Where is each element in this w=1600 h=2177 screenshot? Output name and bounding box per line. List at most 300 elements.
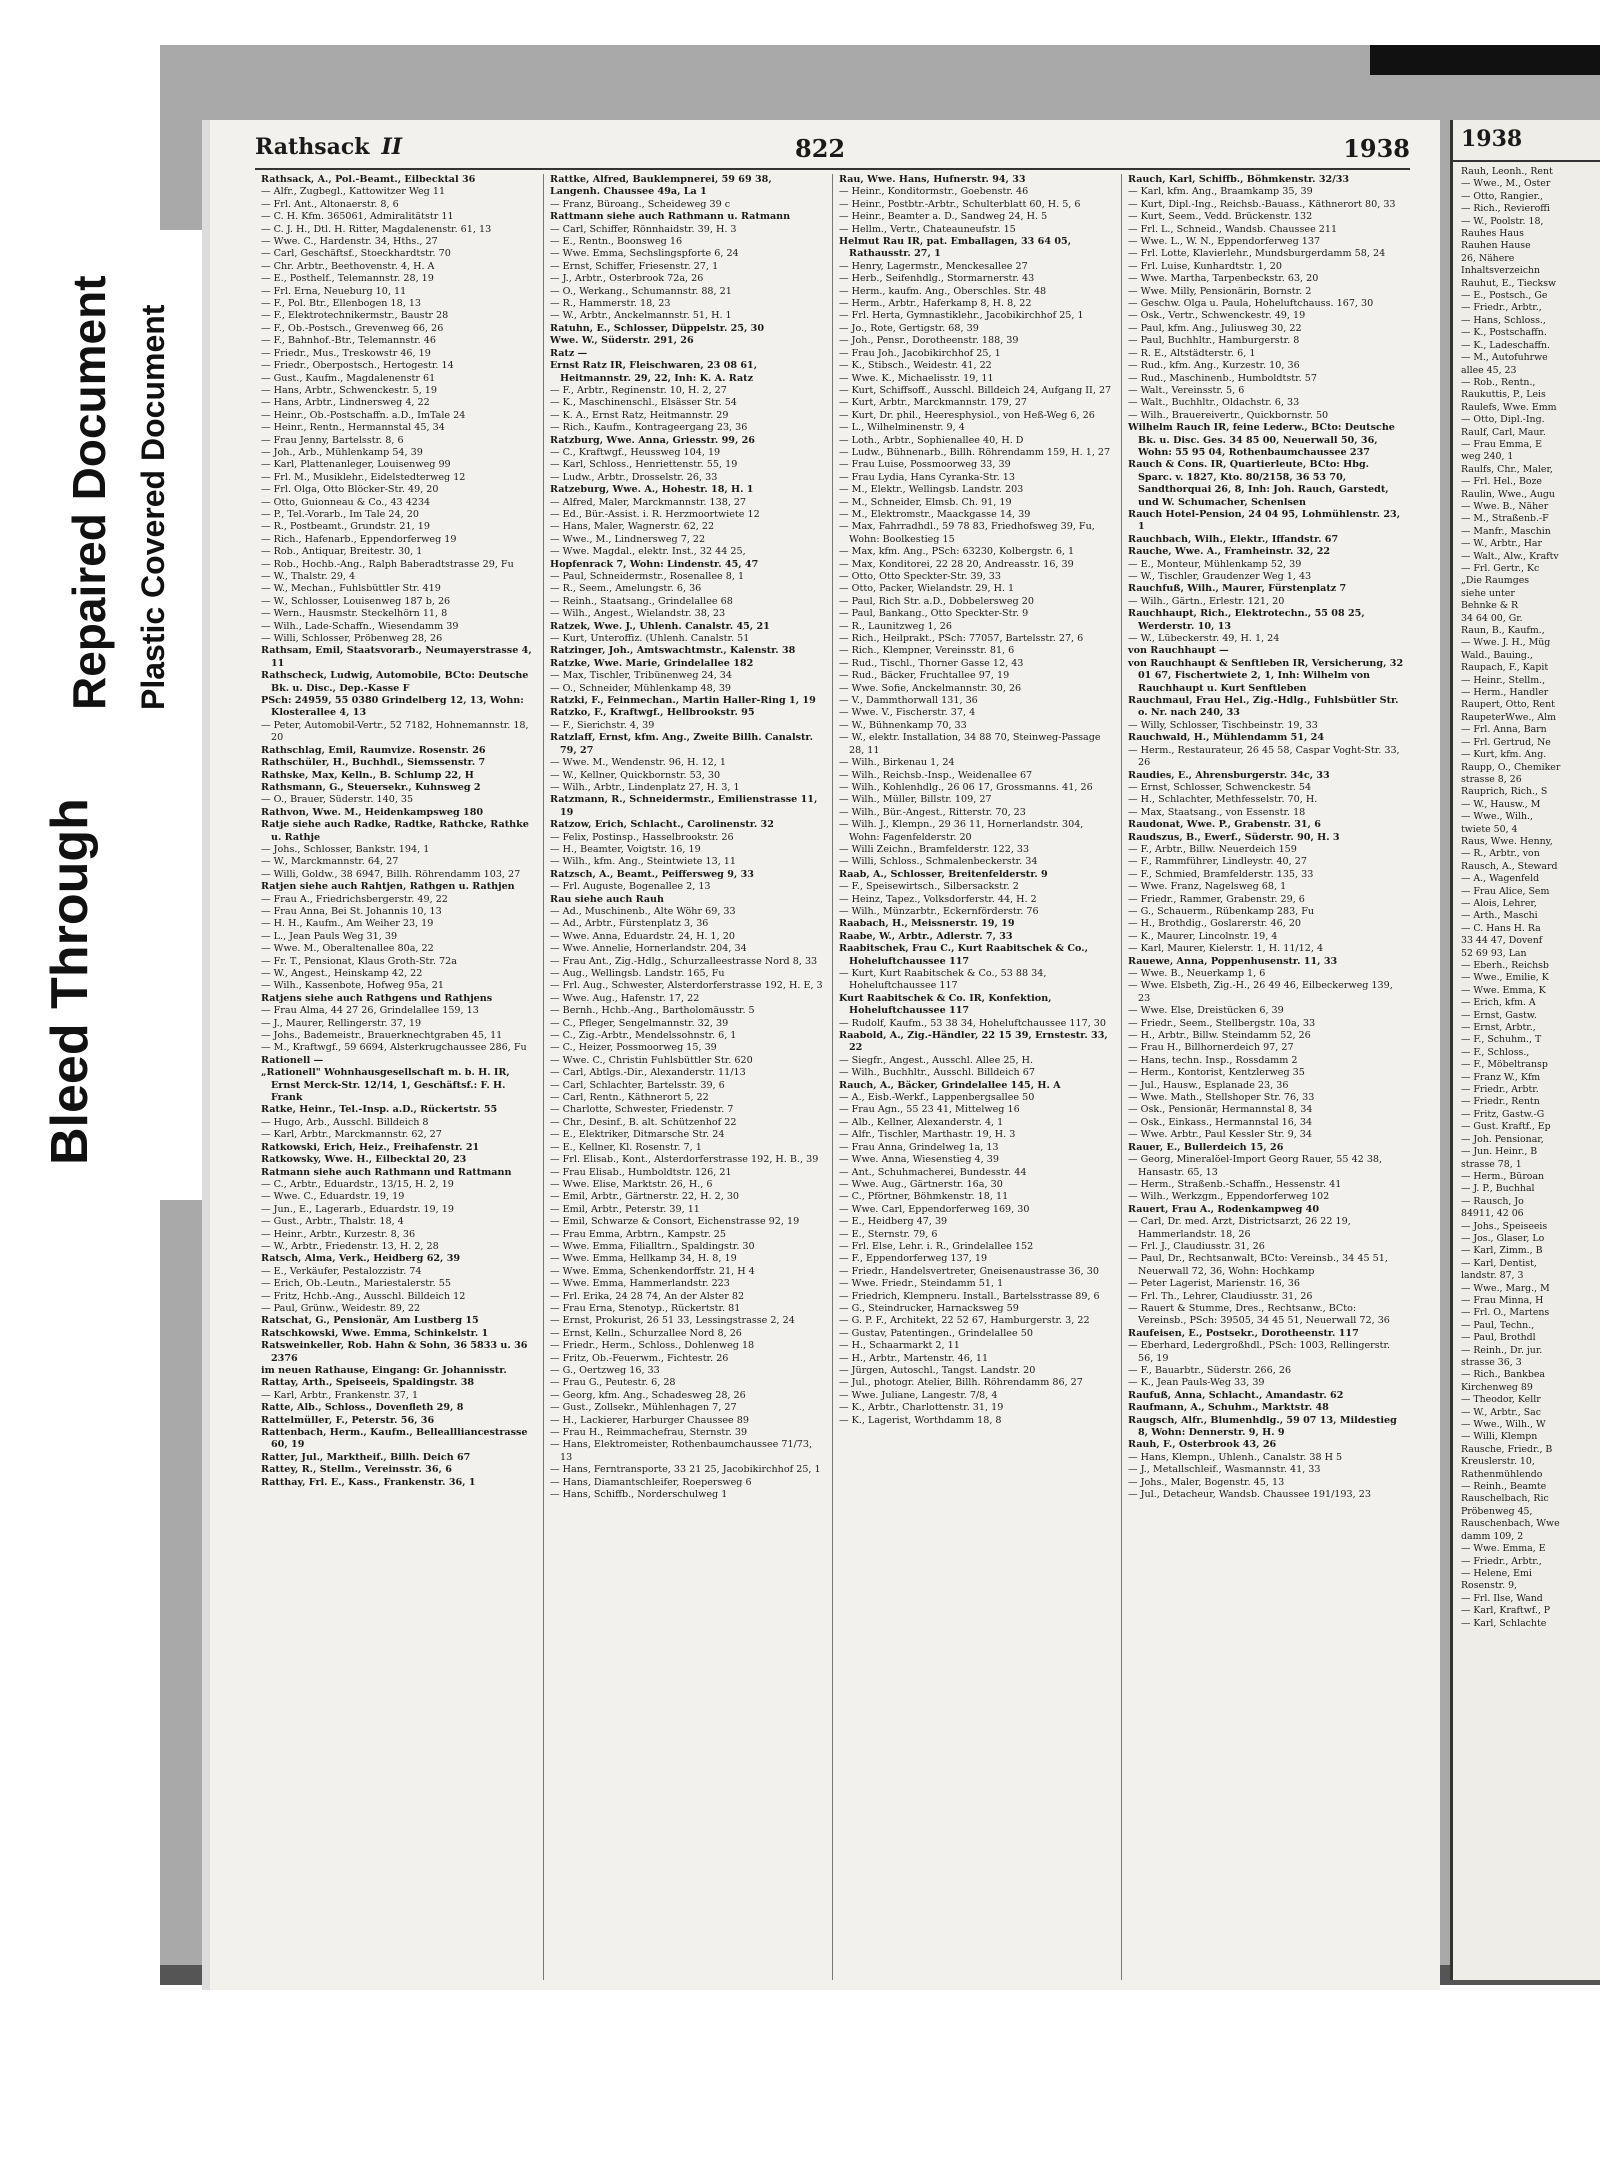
directory-entry: — Ludw., Arbtr., Drosselstr. 26, 33 <box>550 471 718 483</box>
directory-entry: — Hans, Klempn., Uhlenh., Canalstr. 38 H 5 <box>1128 1451 1343 1463</box>
directory-entry: — Wwe. L., W. N., Eppendorferweg 137 <box>1128 236 1321 248</box>
directory-entry: Rattelmüller, F., Peterstr. 56, 36 <box>261 1414 435 1426</box>
directory-entry: — Friedr., Herm., Schloss., Dohlenweg 18 <box>550 1340 755 1352</box>
directory-entry: — Otto, Otto Speckter-Str. 39, 33 <box>839 571 1002 582</box>
adjacent-page-line: — Alois, Lehrer, <box>1461 897 1537 909</box>
directory-entry: — Kurt, Dr. phil., Heeresphysiol., von Heß-Weg 6, 26 <box>839 409 1095 421</box>
adjacent-page-line: Rauh, Leonh., Rent <box>1461 166 1553 177</box>
directory-entry: — Hans, Diamantschleifer, Roepersweg 6 <box>550 1476 752 1488</box>
directory-entry: — Wilh., Müller, Billstr. 109, 27 <box>839 794 992 806</box>
adjacent-page-line: Raulf, Carl, Maur. <box>1461 426 1546 438</box>
adjacent-page-line: — Wwe. Emma, K <box>1461 984 1546 996</box>
directory-entry: Rauchhaupt, Rich., Elektrotechn., 55 08 25, Werderstr. 10, 13 <box>1128 608 1365 632</box>
directory-entry: Wwe. W., Süderstr. 291, 26 <box>550 335 694 347</box>
adjacent-page-line: — Herm., Büroan <box>1461 1170 1545 1182</box>
directory-entry: — Wwe. Juliane, Langestr. 7/8, 4 <box>839 1389 998 1401</box>
directory-entry: — Henry, Lagermstr., Menckesallee 27 <box>839 260 1028 272</box>
directory-entry: — Fritz, Hchb.-Ang., Ausschl. Billdeich 12 <box>261 1290 466 1302</box>
adjacent-page-line: — Friedr., Arbtr., <box>1461 1555 1542 1567</box>
directory-entry: — Frl. Lotte, Klavierlehr., Mundsburgerdamm 58, 24 <box>1128 248 1386 260</box>
adjacent-page-line: Raupp, O., Chemiker <box>1461 761 1561 773</box>
directory-entry: — Frl. Else, Lehr. i. R., Grindelallee 152 <box>839 1240 1034 1252</box>
directory-entry: — Wilh., Arbtr., Lindenplatz 27, H. 3, 1 <box>550 781 740 793</box>
directory-entry: — Frl. L., Schneid., Wandsb. Chaussee 211 <box>1128 223 1338 235</box>
directory-entry: — Ad., Muschinenb., Alte Wöhr 69, 33 <box>550 905 736 917</box>
directory-entry: — Max, kfm. Ang., PSch: 63230, Kolbergstr. 6, 1 <box>839 546 1075 558</box>
directory-entry: Ratzmann, R., Schneidermstr., Emilienstrasse 11, 19 <box>550 794 818 818</box>
column-1 <box>255 174 543 1980</box>
adjacent-page-line: — K., Postschaffn. <box>1461 327 1547 339</box>
directory-entry: — Carl, Abtlgs.-Dir., Alexanderstr. 11/13 <box>550 1067 746 1079</box>
directory-columns <box>255 174 1410 1980</box>
directory-entry: — Wwe. Else, Dreistücken 6, 39 <box>1128 1005 1284 1017</box>
directory-entry: Rattke, Alfred, Bauklempnerei, 59 69 38, <box>550 174 772 185</box>
adjacent-page-line: — M., Straßenb.-F <box>1461 513 1549 525</box>
directory-entry: — R. E., Altstädterstr. 6, 1 <box>1128 347 1256 359</box>
directory-entry: — R., Seem., Amelungstr. 6, 36 <box>550 583 702 595</box>
directory-entry: — Hans, Schiffb., Norderschulweg 1 <box>550 1489 728 1501</box>
directory-entry: — Emil, Schwarze & Consort, Eichenstrasse 92, 19 <box>550 1216 800 1228</box>
directory-entry: — F., Sierichstr. 4, 39 <box>550 719 655 731</box>
directory-entry: — A., Eisb.-Werkf., Lappenbergsallee 50 <box>839 1092 1035 1104</box>
page-number: 822 <box>795 134 846 163</box>
directory-entry: Rattay, Arth., Speiseeis, Spaldingstr. 38 <box>261 1377 475 1389</box>
adjacent-page-line: — Theodor, Kellr <box>1461 1394 1541 1406</box>
adjacent-page-line: Raulefs, Wwe. Emm <box>1461 401 1557 413</box>
adjacent-page-line: — W., Arbtr., Har <box>1461 538 1542 550</box>
directory-entry: — Hans, Ferntransporte, 33 21 25, Jacobikirchhof 25, 1 <box>550 1464 821 1476</box>
directory-entry: — E., Posthelf., Telemannstr. 28, 19 <box>261 273 434 285</box>
directory-entry: Rau siehe auch Rauh <box>550 893 665 905</box>
adjacent-page-line: — Rich., Bankbea <box>1461 1369 1545 1381</box>
directory-entry: — W., elektr. Installation, 34 88 70, Steinweg-Passage 28, 11 <box>839 732 1101 756</box>
adjacent-page-line: — C. Hans H. Ra <box>1461 922 1541 934</box>
directory-entry: — Walt., Buchhltr., Oldachstr. 6, 33 <box>1128 397 1300 409</box>
adjacent-page-line: Kreuslerstr. 10, <box>1461 1456 1535 1468</box>
directory-entry: — Frau Joh., Jacobikirchhof 25, 1 <box>839 347 1001 359</box>
directory-entry: — Wwe. K., Michaelisstr. 19, 11 <box>839 372 994 384</box>
adjacent-page-line: — Johs., Speiseeis <box>1461 1220 1548 1232</box>
directory-entry: — O., Brauer, Süderstr. 140, 35 <box>261 794 414 806</box>
adjacent-page-line: strasse 8, 26 <box>1461 773 1522 785</box>
directory-entry: — Kurt, Dipl.-Ing., Reichsb.-Bauass., Käthnerort 80, 33 <box>1128 198 1396 210</box>
directory-entry: — Carl, Schlachter, Bartelsstr. 39, 6 <box>550 1079 725 1091</box>
directory-entry: — Friedrich, Klempneru. Install., Bartelsstrasse 89, 6 <box>839 1290 1100 1302</box>
directory-entry: Rauer, E., Bullerdeich 15, 26 <box>1128 1141 1284 1153</box>
directory-entry: — Ed., Bür.-Assist. i. R. Herzmoortwiete 12 <box>550 508 760 520</box>
directory-entry: — Fr. T., Pensionat, Klaus Groth-Str. 72a <box>261 955 457 967</box>
directory-entry: — E., Rentn., Boonsweg 16 <box>550 236 683 248</box>
directory-entry: — Rich., Heilprakt., PSch: 77057, Bartelsstr. 27, 6 <box>839 633 1084 645</box>
directory-entry: Raudies, E., Ahrensburgerstr. 34c, 33 <box>1128 769 1330 781</box>
directory-entry: — Felix, Postinsp., Hasselbrookstr. 26 <box>550 831 734 843</box>
directory-entry: — Wwe. M., Oberaltenallee 80a, 22 <box>261 943 434 955</box>
directory-entry: — Rud., kfm. Ang., Kurzestr. 10, 36 <box>1128 360 1300 372</box>
directory-entry: Raabach, H., Meissnerstr. 19, 19 <box>839 918 1015 930</box>
directory-entry: Rauewe, Anna, Poppenhusenstr. 11, 33 <box>1128 955 1338 967</box>
directory-entry: Wilhelm Rauch IR, feine Lederw., BCto: Deutsche Bk. u. Disc. Ges. 34 85 00, Neuerwall 50, 36, Wohn: 55 95 04, Rothenbaumchaussee 237 <box>1128 422 1395 458</box>
adjacent-page-line: — K., Ladeschaffn. <box>1461 339 1551 351</box>
adjacent-page-line: — Otto, Rangier., <box>1461 190 1544 202</box>
directory-entry: Ratzinger, Joh., Amtswachtmstr., Kalenstr. 38 <box>550 645 796 657</box>
directory-entry: — P., Tel.-Vorarb., Im Tale 24, 20 <box>261 508 419 520</box>
adjacent-page-line: Raukuttis, P., Leis <box>1461 389 1546 401</box>
directory-entry: — Georg, kfm. Ang., Schadesweg 28, 26 <box>550 1389 746 1401</box>
directory-entry: — Peter, Automobil-Vertr., 52 7182, Hohnemannstr. 18, 20 <box>261 719 529 744</box>
adjacent-page-line: — Friedr., Rentn <box>1461 1096 1540 1108</box>
directory-entry: — L., Wilhelminenstr. 9, 4 <box>839 422 965 434</box>
adjacent-page-line: Pröbenweg 45, <box>1461 1505 1533 1517</box>
directory-entry: — Wilh., Werkzgm., Eppendorferweg 102 <box>1128 1191 1330 1203</box>
directory-entry: Ratzke, Wwe. Marie, Grindelallee 182 <box>550 657 754 669</box>
sidebar-labels <box>0 220 200 1200</box>
directory-entry: von Rauchhaupt & Senftleben IR, Versicherung, 32 01 67, Fischertwiete 2, 1, Inh: Wilhelm von Rauchhaupt u. Kurt Senftleben <box>1128 657 1404 694</box>
directory-entry: — Wwe. M., Wendenstr. 96, H. 12, 1 <box>550 757 726 769</box>
directory-entry: — Bernh., Hchb.-Ang., Bartholomäusstr. 5 <box>550 1005 755 1017</box>
directory-entry: — W., Angest., Heinskamp 42, 22 <box>261 968 423 979</box>
directory-entry: Ratjens siehe auch Rathgens und Rathjens <box>261 992 493 1004</box>
directory-entry: — E., Elektriker, Ditmarsche Str. 24 <box>550 1129 725 1141</box>
directory-entry: — Joh., Pensr., Dorotheenstr. 188, 39 <box>839 335 1019 347</box>
directory-entry: — Hugo, Arb., Ausschl. Billdeich 8 <box>261 1116 429 1128</box>
directory-entry: — Wwe. Emma, Schenkendorffstr. 21, H 4 <box>550 1265 755 1277</box>
header-title <box>255 134 402 160</box>
directory-entry: Rathschüler, H., Buchhdl., Siemssenstr. 7 <box>261 757 486 769</box>
directory-entry: — F., Eppendorferweg 137, 19 <box>839 1253 988 1265</box>
directory-entry: — Aug., Wellingsb. Landstr. 165, Fu <box>550 968 725 979</box>
directory-entry: — C., Pförtner, Böhmkenstr. 18, 11 <box>839 1191 1009 1203</box>
directory-entry: — Frl. Luise, Kunhardtstr. 1, 20 <box>1128 260 1282 272</box>
adjacent-page-line: — Herm., Handler <box>1461 687 1549 699</box>
directory-entry: — Wilh., Reichsb.-Insp., Weidenallee 67 <box>839 769 1033 781</box>
directory-entry: — Jul., Detacheur, Wandsb. Chaussee 191/193, 23 <box>1128 1489 1371 1501</box>
adjacent-page-line: — J. P., Buchhal <box>1461 1183 1535 1195</box>
directory-entry: — Loth., Arbtr., Sophienallee 40, H. D <box>839 434 1024 446</box>
directory-entry: — Hans, Elektromeister, Rothenbaumchaussee 71/73, 13 <box>550 1439 813 1463</box>
directory-entry: — Ernst, Schiffer, Friesenstr. 27, 1 <box>550 260 719 272</box>
adjacent-page-line: Inhaltsverzeichn <box>1461 265 1541 277</box>
directory-entry: Raab, A., Schlosser, Breitenfelderstr. 9 <box>839 868 1048 880</box>
directory-entry: Raufmann, A., Schuhm., Marktstr. 48 <box>1128 1402 1329 1414</box>
directory-entry: — Frau H., Reimmachefrau, Sternstr. 39 <box>550 1427 748 1439</box>
directory-entry: — H., Arbtr., Martenstr. 46, 11 <box>839 1352 989 1364</box>
directory-entry: — Herm., Kontorist, Kentzlerweg 35 <box>1128 1067 1305 1079</box>
directory-entry: — Carl, Geschäftsf., Stoeckhardtstr. 70 <box>261 248 451 260</box>
directory-entry: — Willi, Schlosser, Pröbenweg 28, 26 <box>261 633 443 645</box>
adjacent-page-line: — Wwe., M., Oster <box>1461 178 1551 190</box>
adjacent-page-line: — R., Arbtr., von <box>1461 848 1540 860</box>
directory-entry: — W., Arbtr., Anckelmannstr. 51, H. 1 <box>550 310 732 322</box>
directory-entry: — Heinr., Konditormstr., Goebenstr. 46 <box>839 186 1029 198</box>
directory-entry: — O., Schneider, Mühlenkamp 48, 39 <box>550 682 732 694</box>
adjacent-page-line: — Frl. O., Martens <box>1461 1307 1550 1319</box>
directory-entry: — Herb., Seifenhdlg., Stormarnerstr. 43 <box>839 273 1035 285</box>
directory-entry: — Ludw., Bühnenarb., Billh. Röhrendamm 159, H. 1, 27 <box>839 446 1111 458</box>
directory-entry: — Frau Lydia, Hans Cyranka-Str. 13 <box>839 471 1016 483</box>
adjacent-page-line: Rosenstr. 9, <box>1461 1580 1518 1592</box>
directory-entry: — Jun., E., Lagerarb., Eduardstr. 19, 19 <box>261 1203 454 1215</box>
directory-entry: — Alfred, Maler, Marckmannstr. 138, 27 <box>550 496 747 508</box>
directory-entry: — Chr., Desinf., B. alt. Schützenhof 22 <box>550 1116 737 1128</box>
directory-entry: — J., Arbtr., Osterbrook 72a, 26 <box>550 273 704 285</box>
directory-entry: — Frl. Aug., Schwester, Alsterdorferstrasse 192, H. E, 3 <box>550 980 823 992</box>
directory-entry: — Frl. Erna, Neueburg 10, 11 <box>261 285 407 297</box>
directory-entry: — L., Jean Pauls Weg 31, 39 <box>261 930 398 942</box>
adjacent-page-line: — Reinh., Beamte <box>1461 1481 1547 1493</box>
directory-entry: Hopfenrack 7, Wohn: Lindenstr. 45, 47 <box>550 558 759 570</box>
directory-entry: Rationell — <box>261 1054 324 1066</box>
directory-entry: Ratschat, G., Pensionär, Am Lustberg 15 <box>261 1315 479 1327</box>
directory-entry: Rattey, R., Stellm., Vereinsstr. 36, 6 <box>261 1464 452 1476</box>
directory-entry: — Reinh., Staatsang., Grindelallee 68 <box>550 595 733 607</box>
directory-entry: — Heinr., Beamter a. D., Sandweg 24, H. 5 <box>839 211 1048 223</box>
directory-entry: — Chr. Arbtr., Beethovenstr. 4, H. A <box>261 260 435 272</box>
directory-entry: Ratter, Jul., Marktheif., Billh. Deich 67 <box>261 1451 471 1463</box>
directory-entry: — E., Heidberg 47, 39 <box>839 1216 948 1228</box>
directory-entry: — Wwe. C., Eduardstr. 19, 19 <box>261 1191 405 1203</box>
directory-entry: — Frl. Ant., Altonaerstr. 8, 6 <box>261 198 399 210</box>
directory-entry: — Jo., Rote, Gertigstr. 68, 39 <box>839 322 979 334</box>
directory-entry: Ratzki, F., Feinmechan., Martin Haller-Ring 1, 19 <box>550 695 816 707</box>
directory-entry: — Gust., Kaufm., Magdalenenstr 61 <box>261 372 436 384</box>
directory-entry: — Wilh., Angest., Wielandstr. 38, 23 <box>550 608 726 620</box>
directory-entry: — C. J. H., Dtl. H. Ritter, Magdalenenstr. 61, 13 <box>261 223 492 235</box>
adjacent-page-line: — Frl. Anna, Barn <box>1461 724 1547 736</box>
directory-entry: — J., Maurer, Rellingerstr. 37, 19 <box>261 1017 422 1029</box>
directory-entry: — Wwe. Emma, Hammerlandstr. 223 <box>550 1278 730 1290</box>
adjacent-page-line: — Wwe., Marg., M <box>1461 1282 1550 1294</box>
directory-entry: — Heinr., Rentn., Hermannstal 45, 34 <box>261 422 445 434</box>
directory-entry: Helmut Rau IR, pat. Emballagen, 33 64 05, Rathausstr. 27, 1 <box>839 236 1072 260</box>
directory-entry: — W., Marckmannstr. 64, 27 <box>261 856 399 868</box>
directory-entry: — K., Maurer, Lincolnstr. 19, 4 <box>1128 930 1278 942</box>
directory-entry: — Franz, Büroang., Scheideweg 39 c <box>550 198 731 210</box>
directory-entry: — Wwe. Anna, Wiesenstieg 4, 39 <box>839 1154 999 1166</box>
directory-entry: — Siegfr., Angest., Ausschl. Allee 25, H. <box>839 1054 1034 1066</box>
directory-entry: Rauchwald, H., Mühlendamm 51, 24 <box>1128 732 1325 744</box>
directory-entry: — Willi Zeichn., Bramfelderstr. 122, 33 <box>839 843 1030 855</box>
directory-entry: — F., Rammführer, Lindleystr. 40, 27 <box>1128 856 1307 868</box>
directory-entry: — Herm., Restaurateur, 26 45 58, Caspar Voght-Str. 33, 26 <box>1128 744 1400 769</box>
directory-entry: — W., Kellner, Quickbornstr. 53, 30 <box>550 769 721 781</box>
adjacent-page-line: Wald., Bauing., <box>1461 649 1533 661</box>
directory-entry: — F., Arbtr., Reginenstr. 10, H. 2, 27 <box>550 384 727 396</box>
adjacent-page-line: — Paul, Brothdl <box>1461 1332 1536 1344</box>
directory-entry: — W., Tischler, Graudenzer Weg 1, 43 <box>1128 571 1312 582</box>
directory-entry: — Wwe. Emma, Sechslingspforte 6, 24 <box>550 248 739 260</box>
directory-entry: Ratsweinkeller, Rob. Hahn & Sohn, 36 5833 u. 36 2376 <box>261 1340 528 1364</box>
directory-entry: Ratkowsky, Wwe. H., Eilbecktal 20, 23 <box>261 1154 467 1166</box>
adjacent-page-line: landstr. 87, 3 <box>1461 1270 1524 1282</box>
directory-entry: Raugsch, Alfr., Blumenhdlg., 59 07 13, Mildestieg 8, Wohn: Dennerstr. 9, H. 9 <box>1128 1414 1397 1439</box>
adjacent-page-line: Rauhut, E., Tiecksw <box>1461 277 1557 289</box>
directory-entry: — Frau Anna, Grindelweg 1a, 13 <box>839 1141 999 1153</box>
directory-entry: — Gustav, Patentingen., Grindelallee 50 <box>839 1327 1033 1339</box>
adjacent-page-line: „Die Raumges <box>1461 575 1530 587</box>
directory-entry: — Wwe. Math., Stellshoper Str. 76, 33 <box>1128 1092 1315 1104</box>
adjacent-page-line: 84911, 42 06 <box>1461 1208 1524 1220</box>
directory-entry: — Heinr., Postbtr.-Arbtr., Schulterblatt 60, H. 5, 6 <box>839 198 1081 210</box>
directory-entry: Rauchmaul, Frau Hel., Zig.-Hdlg., Fuhlsbütler Str. o. Nr. nach 240, 33 <box>1128 695 1399 719</box>
adjacent-page-line: — Frl. Gertrud, Ne <box>1461 736 1551 748</box>
directory-entry: — H., Schlachter, Methfesselstr. 70, H. <box>1128 794 1318 806</box>
adjacent-page-line: — Ernst, Gastw. <box>1461 1009 1537 1021</box>
adjacent-page-line: — Wwe., Wilh., <box>1461 811 1533 823</box>
adjacent-page-line: Rauschenbach, Wwe <box>1461 1518 1560 1530</box>
directory-entry: — Wwe. Anna, Eduardstr. 24, H. 1, 20 <box>550 930 735 942</box>
bleed-through-label: Bleed Through <box>41 798 99 1165</box>
directory-entry: — Friedr., Rammer, Grabenstr. 29, 6 <box>1128 893 1305 905</box>
directory-entry: Raufuß, Anna, Schlacht., Amandastr. 62 <box>1128 1389 1344 1401</box>
directory-entry: — Karl, kfm. Ang., Braamkamp 35, 39 <box>1128 186 1313 198</box>
adjacent-page-line: — Rich., Revieroffi <box>1461 203 1550 215</box>
directory-entry: — Joh., Arb., Mühlenkamp 54, 39 <box>261 446 423 458</box>
directory-entry: Rathsack, A., Pol.-Beamt., Eilbecktal 36 <box>261 174 476 185</box>
directory-entry: — C., Arbtr., Eduardstr., 13/15, H. 2, 19 <box>261 1178 454 1190</box>
directory-entry: Rathsmann, G., Steuersekr., Kuhnsweg 2 <box>261 781 481 793</box>
directory-entry: — Carl, Schiffer, Rönnhaidstr. 39, H. 3 <box>550 223 737 235</box>
directory-entry: Rathsam, Emil, Staatsvorarb., Neumayerstrasse 4, 11 <box>261 645 532 669</box>
directory-entry: — R., Hammerstr. 18, 23 <box>550 298 671 310</box>
adjacent-page-line: — Franz W., Kfm <box>1461 1071 1541 1083</box>
directory-entry: — Herm., Arbtr., Haferkamp 8, H. 8, 22 <box>839 298 1032 310</box>
directory-entry: im neuen Rathause, Eingang: Gr. Johannisstr. <box>261 1365 507 1376</box>
directory-entry: — Wwe. Elsbeth, Zig.-H., 26 49 46, Eilbeckerweg 139, 23 <box>1128 980 1393 1004</box>
directory-entry: — Frau Emma, Arbtrn., Kampstr. 25 <box>550 1228 727 1240</box>
adjacent-page-line: weg 240, 1 <box>1461 451 1514 463</box>
adjacent-page-line: — Rausch, Jo <box>1461 1195 1524 1207</box>
directory-entry: — Johs., Bademeistr., Brauerknechtgraben 45, 11 <box>261 1030 503 1042</box>
directory-entry: „Rationell" Wohnhausgesellschaft m. b. H. IR, Ernst Merck-Str. 12/14, 1, Geschäftsf.: F. H. Frank <box>261 1067 510 1104</box>
directory-entry: — Wwe. Emma, Hellkamp 34, H. 8, 19 <box>550 1253 737 1265</box>
directory-entry: — Ernst, Kelln., Schurzallee Nord 8, 26 <box>550 1327 742 1339</box>
directory-entry: — Friedr., Handelsvertreter, Gneisenaustrasse 36, 30 <box>839 1265 1099 1277</box>
adjacent-page-line: — Ernst, Arbtr., <box>1461 1022 1536 1034</box>
adjacent-page-line: — Karl, Dentist, <box>1461 1257 1537 1269</box>
directory-entry: — Paul, Bankang., Otto Speckter-Str. 9 <box>839 608 1029 620</box>
adjacent-page-line: — Joh. Pensionar, <box>1461 1133 1544 1145</box>
directory-entry: Raabe, W., Arbtr., Adlerstr. 7, 33 <box>839 930 1013 942</box>
adjacent-page-line: Rauprich, Rich., S <box>1461 786 1548 798</box>
directory-entry: — O., Werkang., Schumannstr. 88, 21 <box>550 285 732 297</box>
directory-entry: — V., Dammthorwall 131, 36 <box>839 695 978 707</box>
directory-entry: — Eberhard, Ledergroßhdl., PSch: 1003, Rellingerstr. 56, 19 <box>1128 1340 1391 1364</box>
directory-entry: — Wwe. C., Christin Fuhlsbüttler Str. 620 <box>550 1054 753 1066</box>
directory-entry: von Rauchhaupt — <box>1128 645 1229 657</box>
directory-entry: — E., Monteur, Mühlenkamp 52, 39 <box>1128 558 1302 570</box>
adjacent-page-line: — F., Möbeltransp <box>1461 1059 1548 1071</box>
adjacent-page-line: Rauhen Hause <box>1461 240 1531 252</box>
directory-entry: — R., Launitzweg 1, 26 <box>839 620 952 632</box>
directory-entry: — Osk., Vertr., Schwenckestr. 49, 19 <box>1128 310 1306 322</box>
adjacent-page-line: strasse 78, 1 <box>1461 1158 1522 1170</box>
directory-entry: — Paul, Schneidermstr., Rosenallee 8, 1 <box>550 571 745 582</box>
directory-entry: — M., Elektromstr., Maackgasse 14, 39 <box>839 508 1031 520</box>
directory-entry: — Wwe., M., Lindnersweg 7, 22 <box>550 533 706 545</box>
directory-entry: — Frau Elisab., Humboldtstr. 126, 21 <box>550 1166 732 1178</box>
directory-entry: — Hans, Maler, Wagnerstr. 62, 22 <box>550 521 715 533</box>
directory-entry: — F., Speisewirtsch., Silbersackstr. 2 <box>839 881 1019 893</box>
directory-entry: — Karl, Arbtr., Marckmannstr. 62, 27 <box>261 1129 442 1141</box>
directory-entry: Ratthay, Frl. E., Kass., Frankenstr. 36, 1 <box>261 1476 476 1488</box>
directory-entry: Raufeisen, E., Postsekr., Dorotheenstr. 117 <box>1128 1327 1359 1339</box>
adjacent-page-line: — F., Schloss., <box>1461 1046 1530 1058</box>
directory-entry: — Johs., Schlosser, Bankstr. 194, 1 <box>261 843 430 855</box>
header-title-text: Rathsack <box>255 134 370 160</box>
directory-entry: — Frau Ant., Zig.-Hdlg., Schurzalleestrasse Nord 8, 33 <box>550 955 818 967</box>
directory-entry: — W., Arbtr., Friedenstr. 13, H. 2, 28 <box>261 1240 439 1252</box>
directory-entry: — Wwe. Friedr., Steindamm 51, 1 <box>839 1278 1004 1290</box>
adjacent-page-line: 52 69 93, Lan <box>1461 947 1527 959</box>
directory-entry: — Wern., Hausmstr. Steckelhörn 11, 8 <box>261 608 448 620</box>
directory-entry: — C., Heizer, Possmoorweg 15, 39 <box>550 1042 717 1054</box>
directory-entry: — F., Bauarbtr., Süderstr. 266, 26 <box>1128 1365 1292 1376</box>
directory-entry: — Rich., Kaufm., Kontrageergang 23, 36 <box>550 422 748 434</box>
adjacent-page-line: Raus, Wwe. Henny, <box>1461 835 1553 847</box>
adjacent-page-line: siehe unter <box>1461 587 1515 599</box>
directory-entry: — Erich, Ob.-Leutn., Mariestalerstr. 55 <box>261 1278 451 1290</box>
directory-entry: Rauch, Karl, Schiffb., Böhmkenstr. 32/33 <box>1128 174 1350 185</box>
directory-entry: — G., Schauerm., Rübenkamp 283, Fu <box>1128 905 1315 917</box>
directory-entry: — F., Elektrotechnikermstr., Baustr 28 <box>261 310 449 322</box>
adjacent-page-line: — M., Autofuhrwe <box>1461 352 1548 364</box>
directory-entry: — Rauert & Stumme, Dres., Rechtsanw., BCto: Vereinsb., PSch: 39505, 34 45 51, Neuerwall 72, 36 <box>1128 1302 1390 1327</box>
directory-entry: — W., Lübeckerstr. 49, H. 1, 24 <box>1128 633 1280 645</box>
directory-entry: Rauch, A., Bäcker, Grindelallee 145, H. A <box>839 1079 1061 1091</box>
adjacent-page-line: — Helene, Emi <box>1461 1567 1532 1579</box>
scan-dark-corner <box>1370 45 1600 75</box>
directory-entry: — C., Pfleger, Sengelmannstr. 32, 39 <box>550 1017 729 1029</box>
directory-entry: — Kurt, Arbtr., Marckmannstr. 179, 27 <box>839 397 1028 409</box>
directory-entry: Rattmann siehe auch Rathmann u. Ratmann <box>550 211 791 223</box>
directory-entry: Rathschlag, Emil, Raumvize. Rosenstr. 26 <box>261 744 486 756</box>
directory-entry: — Ernst, Schlosser, Schwenckestr. 54 <box>1128 781 1312 793</box>
directory-entry: Rauchfuß, Wilh., Maurer, Fürstenplatz 7 <box>1128 583 1347 595</box>
directory-entry: — Carl, Dr. med. Arzt, Districtsarzt, 26 22 19, Hammerlandstr. 18, 26 <box>1128 1216 1351 1240</box>
directory-entry: Ratzeburg, Wwe. A., Hohestr. 18, H. 1 <box>550 484 754 496</box>
directory-entry: — Peter Lagerist, Marienstr. 16, 36 <box>1128 1278 1300 1290</box>
adjacent-page-line: Behnke & R <box>1461 600 1519 612</box>
directory-entry: — Walt., Vereinsstr. 5, 6 <box>1128 384 1245 396</box>
directory-entry: — Wilh. J., Klempn., 29 36 11, Hornerlandstr. 304, Wohn: Fagenfelderstr. 20 <box>839 819 1084 843</box>
directory-entry: — Paul, Dr., Rechtsanwalt, BCto: Vereinsb., 34 45 51, Neuerwall 72, 36, Wohn: Hochkamp <box>1128 1253 1388 1277</box>
directory-entry: — Kurt, Schiffsoff., Ausschl. Billdeich 24, Aufgang II, 27 <box>839 384 1112 396</box>
directory-entry: — Wwe. Magdal., elektr. Inst., 32 44 25, <box>550 546 746 558</box>
adjacent-page-line: Rathenmühlendo <box>1461 1468 1543 1480</box>
directory-entry: — Heinz, Tapez., Volksdorferstr. 44, H. 2 <box>839 893 1037 905</box>
directory-entry: Rauche, Wwe. A., Framheinstr. 32, 22 <box>1128 546 1331 558</box>
directory-entry: Ratzsch, A., Beamt., Peiffersweg 9, 33 <box>550 868 754 880</box>
directory-entry: — Wilh., Bür.-Angest., Ritterstr. 70, 23 <box>839 806 1026 818</box>
directory-entry: — Alb., Kellner, Alexanderstr. 4, 1 <box>839 1116 1004 1128</box>
column-2 <box>543 174 832 1980</box>
directory-entry: — Frl. Olga, Otto Blöcker-Str. 49, 20 <box>261 484 439 496</box>
adjacent-page-line: strasse 36, 3 <box>1461 1357 1522 1368</box>
directory-entry: — Jul., photogr. Atelier, Billh. Röhrendamm 86, 27 <box>839 1377 1083 1389</box>
directory-entry: — Wwe. V., Fischerstr. 37, 4 <box>839 707 976 719</box>
directory-entry: Rathvon, Wwe. M., Heidenkampsweg 180 <box>261 806 484 818</box>
adjacent-page-line: — Paul, Techn., <box>1461 1319 1535 1331</box>
directory-entry: — Rob., Antiquar, Breitestr. 30, 1 <box>261 546 423 558</box>
column-4 <box>1121 174 1410 1980</box>
adjacent-page-header: 1938 <box>1453 120 1600 162</box>
directory-entry: — Wilh., Birkenau 1, 24 <box>839 757 955 769</box>
directory-entry: Raabitschek, Frau C., Kurt Raabitschek & Co., Hoheluftchaussee 117 <box>839 943 1088 967</box>
directory-entry: — Wwe. B., Neuerkamp 1, 6 <box>1128 968 1266 979</box>
directory-entry: — Wwe. Carl, Eppendorferweg 169, 30 <box>839 1203 1030 1215</box>
directory-entry: Ratz — <box>550 347 588 359</box>
directory-entry: — Karl, Arbtr., Frankenstr. 37, 1 <box>261 1389 419 1401</box>
